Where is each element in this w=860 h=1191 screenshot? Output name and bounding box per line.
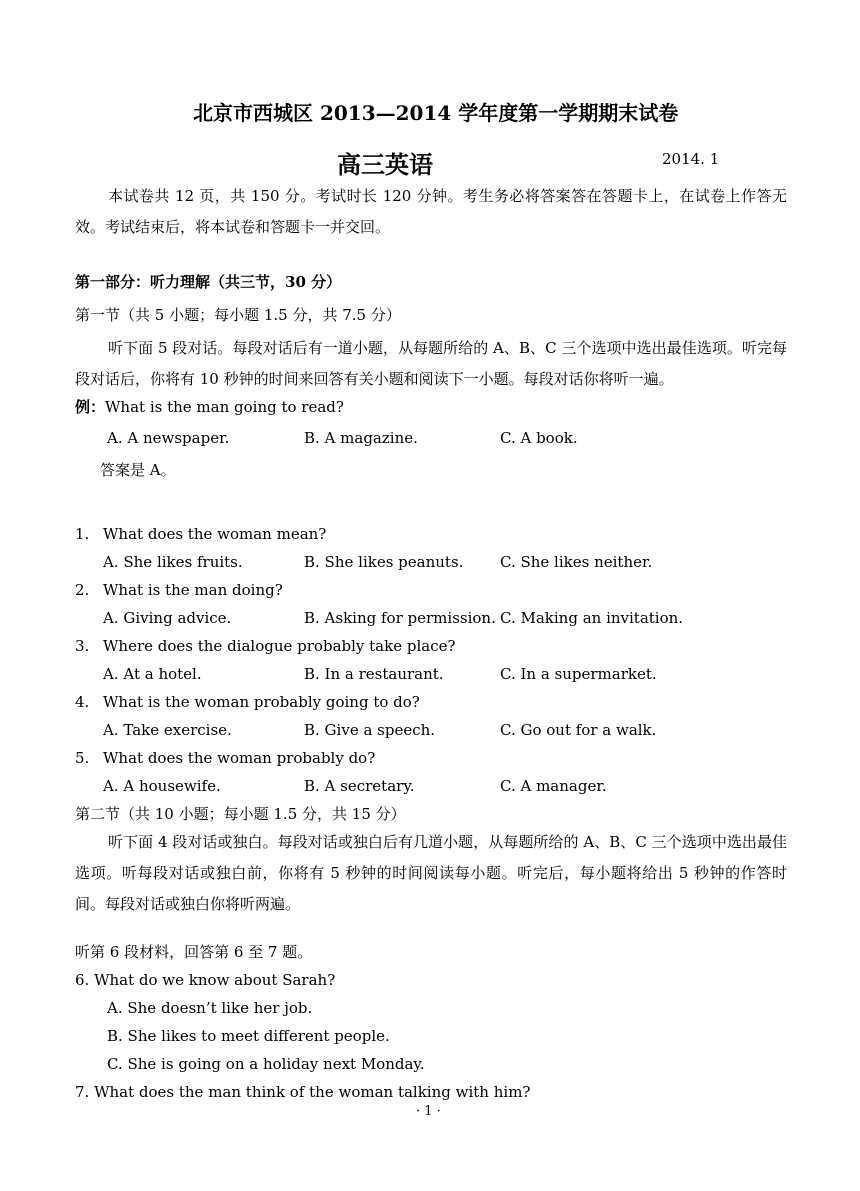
question-6-option-c: C. She is going on a holiday next Monday. bbox=[107, 1055, 425, 1073]
question-text: What does the woman probably do? bbox=[103, 749, 376, 767]
question-number: 5. bbox=[75, 749, 90, 767]
option-b: B. In a restaurant. bbox=[304, 665, 444, 683]
part1-heading: 第一部分：听力理解（共三节，30 分） bbox=[75, 273, 342, 291]
option-a: A. A housewife. bbox=[103, 777, 221, 795]
option-b: B. She likes peanuts. bbox=[304, 553, 464, 571]
option-b: B. Give a speech. bbox=[304, 721, 436, 739]
intro-paragraph: 本试卷共 12 页，共 150 分。考试时长 120 分钟。考生务必将答案答在答题卡上，在试卷上作答无效。考试结束后，将本试卷和答题卡一并交回。 bbox=[75, 187, 787, 236]
example-option-b: B. A magazine. bbox=[304, 429, 418, 447]
question-7-text: 7. What does the man think of the woman talking with him? bbox=[75, 1083, 531, 1101]
question-text: What does the woman mean? bbox=[103, 525, 327, 543]
example-answer: 答案是 A。 bbox=[100, 461, 176, 479]
question-number: 1. bbox=[75, 525, 90, 543]
question-text: What is the man doing? bbox=[103, 581, 283, 599]
option-b: B. A secretary. bbox=[304, 777, 415, 795]
question-6-option-a: A. She doesn’t like her job. bbox=[107, 999, 313, 1017]
subject-title: 高三英语 bbox=[337, 150, 433, 179]
page-number: · 1 · bbox=[416, 1104, 441, 1119]
option-b: B. Asking for permission. bbox=[304, 609, 496, 627]
section1-heading: 第一节（共 5 小题；每小题 1.5 分，共 7.5 分） bbox=[75, 306, 401, 324]
material-note: 听第 6 段材料，回答第 6 至 7 题。 bbox=[75, 943, 313, 961]
option-c: C. She likes neither. bbox=[500, 553, 653, 571]
exam-date: 2014. 1 bbox=[662, 150, 720, 168]
section2-heading: 第二节（共 10 小题；每小题 1.5 分，共 15 分） bbox=[75, 805, 406, 823]
question-number: 3. bbox=[75, 637, 90, 655]
question-6-text: 6. What do we know about Sarah? bbox=[75, 971, 336, 989]
exam-title: 北京市西城区 2013—2014 学年度第一学期期末试卷 bbox=[193, 101, 679, 125]
option-c: C. Making an invitation. bbox=[500, 609, 684, 627]
example-option-a: A. A newspaper. bbox=[107, 429, 230, 447]
option-c: C. A manager. bbox=[500, 777, 607, 795]
option-a: A. At a hotel. bbox=[103, 665, 202, 683]
section2-instructions: 听下面 4 段对话或独白。每段对话或独白后有几道小题，从每题所给的 A、B、C 三个选项中选出最佳选项。听每段对话或独白前，你将有 5 秒钟的时间阅读每小题。听完后，每小题将给出 5 秒钟的作答时间。每段对话或独白你将听两遍。 bbox=[75, 833, 787, 913]
question-text: What is the woman probably going to do? bbox=[103, 693, 420, 711]
question-6-option-b: B. She likes to meet different people. bbox=[107, 1027, 390, 1045]
question-text: Where does the dialogue probably take place? bbox=[103, 637, 456, 655]
example-option-c: C. A book. bbox=[500, 429, 578, 447]
question-number: 4. bbox=[75, 693, 90, 711]
option-c: C. Go out for a walk. bbox=[500, 721, 657, 739]
question-number: 2. bbox=[75, 581, 90, 599]
option-a: A. Take exercise. bbox=[103, 721, 232, 739]
option-a: A. She likes fruits. bbox=[103, 553, 243, 571]
example-label: 例： bbox=[75, 398, 106, 416]
example-line bbox=[75, 392, 344, 423]
option-c: C. In a supermarket. bbox=[500, 665, 657, 683]
example-question: What is the man going to read? bbox=[105, 398, 344, 416]
section1-instructions: 听下面 5 段对话。每段对话后有一道小题，从每题所给的 A、B、C 三个选项中选出最佳选项。听完每段对话后，你将有 10 秒钟的时间来回答有关小题和阅读下一小题。每段对话你将听一遍。 bbox=[75, 339, 787, 388]
option-a: A. Giving advice. bbox=[103, 609, 232, 627]
